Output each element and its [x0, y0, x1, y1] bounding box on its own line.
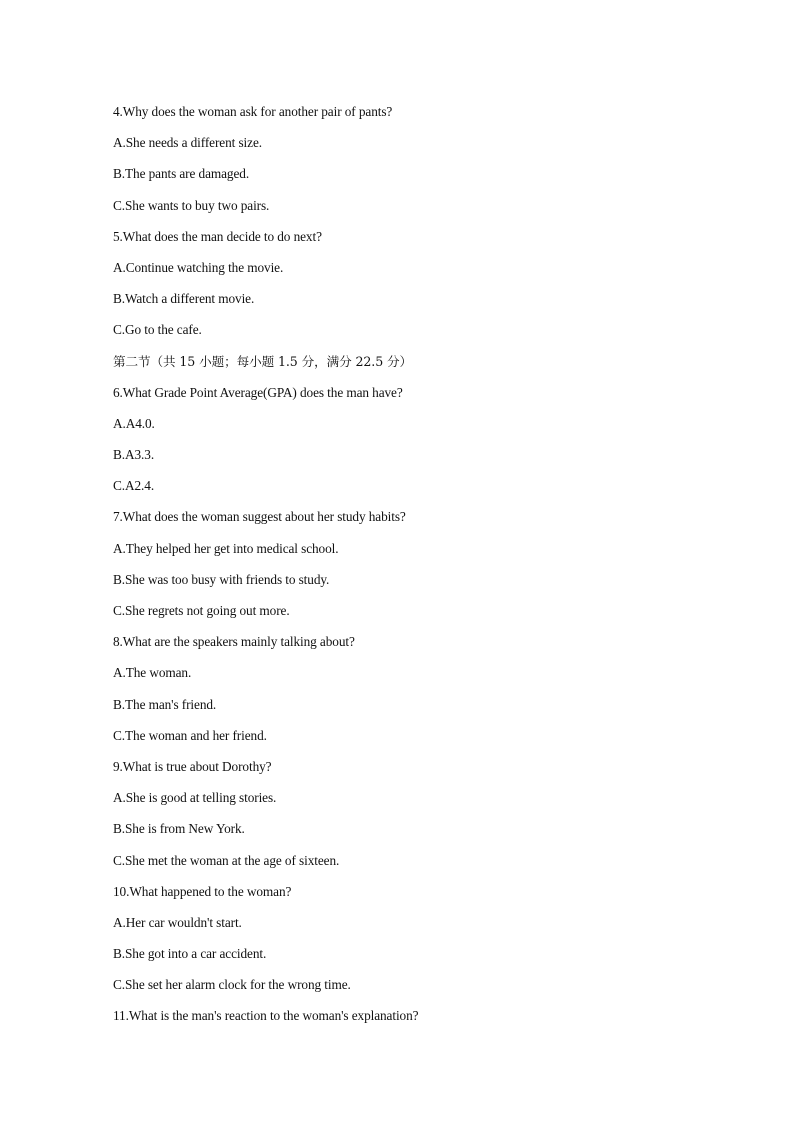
option-6b: B.A3.3.	[113, 447, 155, 463]
option-7c: C.She regrets not going out more.	[113, 603, 290, 618]
exam-page	[113, 101, 713, 1037]
option-10b: B.She got into a car accident.	[113, 946, 267, 962]
question-9: 9.What is true about Dorothy?	[113, 758, 272, 774]
option-8a: A.The woman.	[113, 665, 192, 681]
option-6c: C.A2.4.	[113, 478, 155, 494]
option-5a: A.Continue watching the movie.	[113, 259, 284, 275]
question-7: 7.What does the woman suggest about her study habits?	[113, 509, 406, 525]
question-5: 5.What does the man decide to do next?	[113, 228, 322, 244]
option-8b: B.The man's friend.	[113, 696, 217, 712]
option-9b: B.She is from New York.	[113, 821, 245, 837]
option-10c: C.She set her alarm clock for the wrong time.	[113, 977, 351, 993]
option-7a: A.They helped her get into medical school.	[113, 540, 339, 556]
section-heading: 第二节（共 15 小题；每小题 1.5 分，满分 22.5 分）	[113, 353, 413, 369]
option-8c: C.The woman and her friend.	[113, 727, 267, 743]
question-6: 6.What Grade Point Average(GPA) does the man have?	[113, 384, 403, 400]
option-5c: C.Go to the cafe.	[113, 322, 202, 338]
option-6a: A.A4.0.	[113, 415, 155, 431]
option-5b: B.Watch a different movie.	[113, 291, 255, 307]
question-4: 4.Why does the woman ask for another pair of pants?	[113, 104, 393, 119]
question-10: 10.What happened to the woman?	[113, 883, 292, 899]
option-4a: A.She needs a different size.	[113, 135, 262, 151]
option-7b: B.She was too busy with friends to study.	[113, 571, 330, 587]
question-8: 8.What are the speakers mainly talking about?	[113, 634, 355, 650]
question-11: 11.What is the man's reaction to the woman's explanation?	[113, 1008, 419, 1024]
option-10a: A.Her car wouldn't start.	[113, 914, 242, 930]
option-9a: A.She is good at telling stories.	[113, 790, 277, 806]
option-4b: B.The pants are damaged.	[113, 166, 250, 182]
option-4c: C.She wants to buy two pairs.	[113, 197, 270, 213]
option-9c: C.She met the woman at the age of sixteen.	[113, 852, 340, 868]
